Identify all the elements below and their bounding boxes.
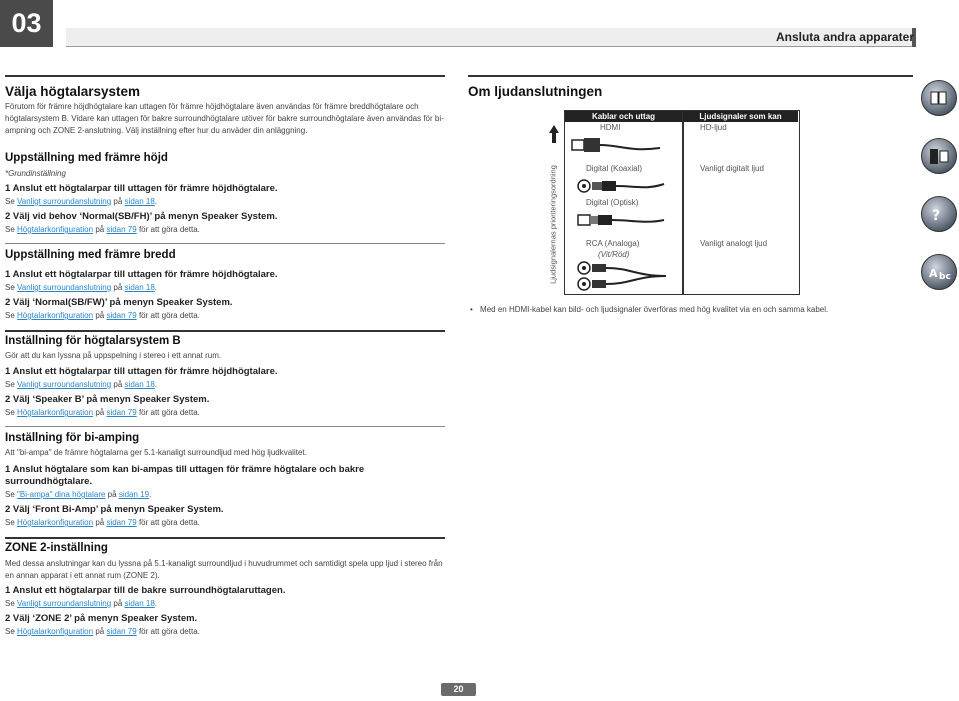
- heading-front-height: Uppställning med främre höjd: [5, 152, 168, 164]
- step-1-speaker-b: 1 Anslut ett högtalarpar till uttagen för främre höjdhögtalare.: [5, 366, 278, 377]
- abc-icon[interactable]: [921, 254, 957, 290]
- question-icon[interactable]: [921, 196, 957, 232]
- link-surround-connection[interactable]: Vanligt surroundanslutning: [17, 599, 112, 608]
- row-digital-signal: Vanligt digitalt ljud: [700, 164, 764, 173]
- row-optical-label: Digital (Optisk): [586, 198, 639, 207]
- reference-line: Se Högtalarkonfiguration på sidan 79 för att göra detta.: [5, 408, 200, 417]
- heading-bi-amping: Inställning för bi-amping: [5, 432, 140, 444]
- step-2-front-wide: 2 Välj ‘Normal(SB/FW)’ på menyn Speaker System.: [5, 297, 233, 308]
- link-page-79[interactable]: sidan 79: [106, 311, 137, 320]
- zone-2-paragraph: Med dessa anslutningar kan du lyssna på 5.1-kanaligt surroundljud i huvudrummet och samtidigt spela upp ljud i stereo från en annan apparat i ett annat rum (ZONE 2).: [5, 559, 443, 580]
- section-rule: [5, 330, 445, 332]
- section-rule: [468, 75, 913, 77]
- coaxial-cable-icon: [576, 178, 666, 194]
- step-1-front-height: 1 Anslut ett högtalarpar till uttagen för främre höjdhögtalare.: [5, 183, 278, 194]
- section-rule: [5, 537, 445, 539]
- svg-text:bc: bc: [939, 272, 951, 282]
- link-speaker-config[interactable]: Högtalarkonfiguration: [17, 518, 94, 527]
- step-1-zone-2: 1 Anslut ett högtalarpar till de bakre surroundhögtalaruttagen.: [5, 585, 286, 596]
- link-surround-connection[interactable]: Vanligt surroundanslutning: [17, 197, 112, 206]
- speaker-b-paragraph: Gör att du kan lyssna på uppspelning i stereo i ett annat rum.: [5, 351, 222, 360]
- heading-zone-2: ZONE 2-inställning: [5, 542, 108, 554]
- step-1-front-wide: 1 Anslut ett högtalarpar till uttagen för främre höjdhögtalare.: [5, 269, 278, 280]
- divider: [5, 426, 445, 427]
- divider: [5, 243, 445, 244]
- chapter-number: 03: [0, 0, 53, 47]
- step-2-speaker-b: 2 Välj ‘Speaker B’ på menyn Speaker System.: [5, 394, 210, 405]
- link-speaker-config[interactable]: Högtalarkonfiguration: [17, 225, 94, 234]
- reference-line: Se Högtalarkonfiguration på sidan 79 för att göra detta.: [5, 225, 200, 234]
- link-speaker-config[interactable]: Högtalarkonfiguration: [17, 408, 94, 417]
- column-header-cables: Kablar och uttag: [565, 111, 682, 122]
- heading-front-wide: Uppställning med främre bredd: [5, 249, 176, 261]
- reference-line: Se Högtalarkonfiguration på sidan 79 för att göra detta.: [5, 627, 200, 636]
- row-rca-sublabel: (Vit/Röd): [598, 250, 630, 259]
- default-setting-note: *Grundinställning: [5, 169, 66, 178]
- priority-arrow-icon: [548, 124, 560, 144]
- reference-line: Se Vanligt surroundanslutning på sidan 18.: [5, 380, 158, 389]
- step-2-zone-2: 2 Välj ‘ZONE 2’ på menyn Speaker System.: [5, 613, 198, 624]
- row-rca-label: RCA (Analoga): [586, 239, 640, 248]
- hdmi-note: • Med en HDMI-kabel kan bild- och ljudsignaler överföras med hög kvalitet via en och samma kabel.: [470, 305, 829, 314]
- column-header-signals: Ljudsignaler som kan överföras: [683, 111, 798, 122]
- audio-connection-table: [548, 110, 800, 295]
- svg-text:A: A: [929, 267, 938, 280]
- page-number: 20: [441, 683, 476, 696]
- link-page-79[interactable]: sidan 79: [106, 408, 137, 417]
- reference-line: Se Högtalarkonfiguration på sidan 79 för att göra detta.: [5, 311, 200, 320]
- intro-paragraph: Förutom för främre höjdhögtalare kan uttagen för främre höjdhögtalare även användas för främre breddhögtalare och högtalarsystem B. Vidare kan uttagen för bakre surroundhögtalare utöver för bakre surroundhögtalare även användas för bi-ampning och ZONE 2-anslutning. Välj inställning efter hur du anväder din anläggning.: [5, 102, 444, 135]
- priority-label: Ljudsignalernas prioriteringsordning: [548, 165, 558, 284]
- reference-line: Se "Bi-ampa" dina högtalare på sidan 19.: [5, 490, 152, 499]
- book-icon[interactable]: [921, 80, 957, 116]
- remote-icon[interactable]: [921, 138, 957, 174]
- link-page-18[interactable]: sidan 18: [124, 283, 155, 292]
- section-title-audio-connection: Om ljudanslutningen: [468, 84, 603, 99]
- link-page-18[interactable]: sidan 18: [124, 380, 155, 389]
- link-page-79[interactable]: sidan 79: [106, 627, 137, 636]
- optical-cable-icon: [576, 212, 666, 228]
- section-title-speaker-system: Välja högtalarsystem: [5, 84, 141, 99]
- ref-prefix: Se: [5, 197, 15, 206]
- link-page-18[interactable]: sidan 18: [124, 599, 155, 608]
- rca-cable-icon: [576, 260, 671, 292]
- link-speaker-config[interactable]: Högtalarkonfiguration: [17, 311, 94, 320]
- link-bi-amp-speakers[interactable]: "Bi-ampa" dina högtalare: [17, 490, 106, 499]
- section-rule: [5, 75, 445, 77]
- link-surround-connection[interactable]: Vanligt surroundanslutning: [17, 283, 112, 292]
- row-hdmi-label: HDMI: [600, 123, 621, 132]
- reference-line: Se Högtalarkonfiguration på sidan 79 för att göra detta.: [5, 518, 200, 527]
- step-1-bi-amping: 1 Anslut högtalare som kan bi-ampas till uttagen för främre högtalare och bakre surroundhögtalare.: [5, 464, 365, 487]
- table-col-signals: [682, 110, 800, 295]
- ref-on: på: [113, 197, 123, 206]
- link-page-19[interactable]: sidan 19: [118, 490, 150, 499]
- step-2-bi-amping: 2 Välj ‘Front Bi-Amp’ på menyn Speaker System.: [5, 504, 224, 515]
- bi-amping-paragraph: Att "bi-ampa" de främre högtalarna ger 5.1-kanaligt surroundljud med hög ljudkvalitet.: [5, 448, 307, 457]
- step-2-front-height: 2 Välj vid behov ‘Normal(SB/FH)’ på menyn Speaker System.: [5, 211, 278, 222]
- link-page-18[interactable]: sidan 18: [124, 197, 155, 206]
- heading-speaker-b: Inställning för högtalarsystem B: [5, 335, 181, 347]
- link-page-79[interactable]: sidan 79: [106, 225, 137, 234]
- reference-line: Se Vanligt surroundanslutning på sidan 18.: [5, 197, 158, 206]
- link-speaker-config[interactable]: Högtalarkonfiguration: [17, 627, 94, 636]
- svg-text:?: ?: [932, 208, 941, 224]
- reference-line: Se Vanligt surroundanslutning på sidan 18.: [5, 599, 158, 608]
- row-analog-signal: Vanligt analogt ljud: [700, 239, 768, 248]
- link-surround-connection[interactable]: Vanligt surroundanslutning: [17, 380, 112, 389]
- row-coax-label: Digital (Koaxial): [586, 164, 643, 173]
- link-page-79[interactable]: sidan 79: [106, 518, 137, 527]
- row-hdmi-signal: HD-ljud: [700, 123, 727, 132]
- page-header-title: Ansluta andra apparater: [775, 30, 914, 44]
- hdmi-cable-icon: [570, 134, 665, 158]
- reference-line: Se Vanligt surroundanslutning på sidan 18.: [5, 283, 158, 292]
